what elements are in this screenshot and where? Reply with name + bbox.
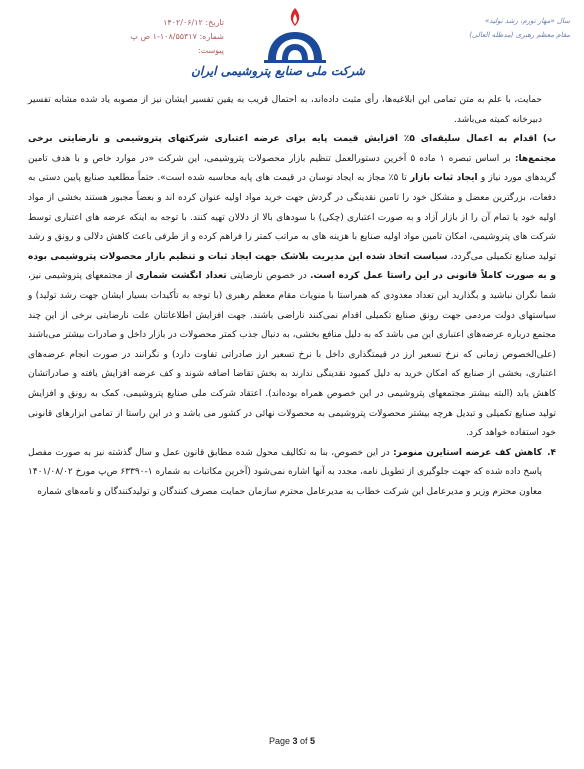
section-b-text-4: از مجتمعهای پتروشیمی نیز، شما نگران نباشید و بگذارید این تعداد معدودی که همراستا با منویات مقام معظم رهبری (با توجه به تأکیدات بسیار ایشان جهت رشد تولید) و سیاستهای دولت مردمی جهت رونق صنایع تکمیلی اقدام نمی‌کنند ناراضی باشند. جهت افزایش اطلاعاتتان علت نارضایتی برخی از این چند مجتمع درباره عرضه‌های اعتباری این می باشد که به دلیل منافع بخشی، به دنبال جذب کمتر محصولات در بازار داخل و صادرات بیشتر می‌باشند (علی‌الخصوص زمانی که نرخ تسعیر ارز در قیمتگذاری داخل با نرخ تسعیر ارز صادراتی تفاوت دارد) و نگرانند در صورت انجام عرضه‌های اعتباری، بخشی از صنایع که امکان خرید به دلیل کمبود نقدینگی ندارند به بخش تقاضا اضافه شوند و کف عرضه افزایش یافته و صادراتشان کاهش یابد (البته بیشتر مجتمعهای پتروشیمی در این خصوص همراه بوده‌اند). اعتقاد شرکت ملی صنایع پتروشیمی، کمک به رونق و افزایش تولید صنایع تکمیلی و تبدیل هرچه بیشتر محصولات پتروشیمی به محصولات نهائی در کشور می باشد و در این راستا از تمامی ابزارهای قانونی خود استفاده خواهد کرد.: [28, 271, 556, 439]
section-b-text-2: تا ۵٪ مجاز به ایجاد نوسان در قیمت های پایه محاسبه شده است». حتماً مطلعید صنایع پایین دستی به دفعات، بزرگترین معضل و مشکل خود را تامین نقدینگی در گردش جهت خرید مواد اولیه عنوان کرده اند و بعضاً مجبور هستند بخشی از مواد اولیه خود یا تمام آن را از بازار آزاد و به صورت اعتباری (چکی) با سودهای بالا از دلالان تهیه کنند. با توجه به اینکه عرضه های اعتباری توسط شرکت های پتروشیمی، امکان تامین مواد اولیه صنایع با هزینه های به مراتب کمتر را فراهم کرده و از طرفی باعث کاهش دلالی و رونق و رشد تولید صنایع تکمیلی می‌گردد،: [28, 173, 556, 262]
section-b-emphasis-2: سیاست اتخاذ شده این مدیریت بلاشک جهت ایجاد ثبات و تنظیم بازار محصولات پتروشیمی بوده و به صورت کاملاً قانونی در این راستا عمل کرده است.: [28, 251, 556, 282]
page-total: 5: [310, 736, 316, 746]
list-item-4-text: در این خصوص، بنا به تکالیف محول شده مطابق قانون عمل و سال گذشته نیز به صورت مفصل پاسخ داده شده که جهت جلوگیری از تطویل نامه، مجدد به آنها اشاره نمی‌شود (آخرین مکاتبات به شماره ۱-۶۳۳۹۰ ص‌پ مورخ ۱۴۰۱/۰۸/۰۲ معاون محترم وزیر و مدیرعامل این شرکت خطاب به مدیرعامل محترم سازمان حمایت مصرف کنندگان و تولیدکنندگان و نامه‌های شماره: [28, 447, 542, 497]
number-row: [112, 30, 224, 44]
date-value: ۱۴۰۲/۰۶/۱۲: [163, 18, 203, 27]
section-b-text-1: بر اساس تبصره ۱ ماده ۵ آخرین دستورالعمل تنظیم بازار محصولات پتروشیمی، این شرکت «در موارد خاص و با هدف تامین گریدهای مورد نیاز و: [28, 153, 556, 184]
attachment-row: [112, 44, 224, 58]
list-item-4-heading: کاهش کف عرضه استایرن منومر:: [393, 447, 542, 458]
company-logo-icon: [258, 6, 332, 66]
page-of: of: [300, 736, 308, 746]
number-value: ۱۰۸/۵۵۳۱۷-۱ ص پ: [130, 32, 197, 41]
date-label: تاریخ:: [205, 18, 224, 27]
paragraph-continuation: حمایت، با علم به متن تمامی این ابلاغیه‌ها، رأی مثبت داده‌اند، به احتمال قریب به یقین تفسیر ایشان نیز از مصوبه یاد شده مشابه تفسیر دبیرخانه کمیته می‌باشد.: [28, 95, 542, 125]
company-name: شرکت ملی صنایع پتروشیمی ایران: [191, 64, 365, 78]
year-slogan: [400, 14, 570, 42]
section-b-emphasis-1: ایجاد ثبات بازار: [409, 173, 478, 184]
number-label: شماره:: [199, 32, 224, 41]
section-b-heading: ب) اقدام به اعمال سلیقه‌ای ۵٪ افزایش قیمت پایه برای عرضه اعتباری شرکتهای پتروشیمی و نارضایتی برخی مجتمع‌ها:: [28, 134, 556, 164]
slogan-line-2: مقام معظم رهبری (مدظله العالی): [469, 31, 570, 39]
page-current: 3: [292, 736, 298, 746]
list-item-4: [28, 444, 556, 503]
page-word: Page: [268, 736, 290, 746]
slogan-line-1: سال «مهار تورم، رشد تولید»: [484, 17, 570, 25]
date-row: [112, 16, 224, 30]
letter-meta: [112, 16, 224, 58]
page-number: [0, 736, 584, 746]
letter-body: [28, 91, 556, 502]
attachment-label: پیوست:: [197, 46, 224, 55]
section-b-emphasis-3: تعداد انگشت شماری: [135, 271, 227, 282]
paragraph-section-b: [28, 130, 556, 444]
section-b-text-3: در خصوص نارضایتی: [229, 271, 307, 282]
list-item-4-number: ۴.: [547, 447, 556, 458]
